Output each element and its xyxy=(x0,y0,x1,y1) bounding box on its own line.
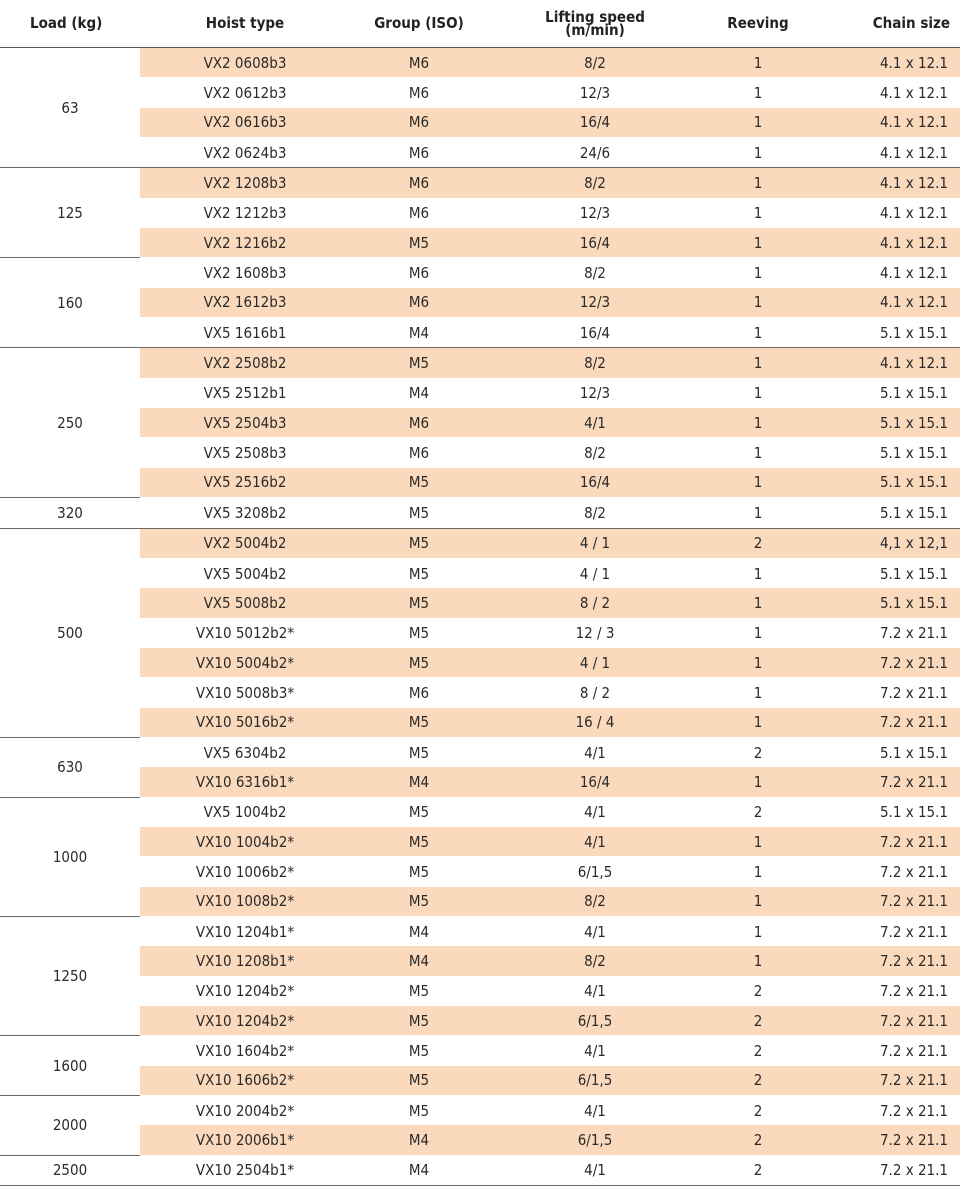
reeving-cell: 2 xyxy=(702,797,814,827)
chain-size-cell: 5.1 x 15.1 xyxy=(814,408,960,438)
chain-size-cell: 5.1 x 15.1 xyxy=(814,558,960,588)
group-iso-cell: M5 xyxy=(350,887,488,917)
reeving-cell: 1 xyxy=(702,468,814,498)
lifting-speed-cell: 8/2 xyxy=(488,946,702,976)
load-cell: 1250 xyxy=(0,916,140,1035)
table-header xyxy=(0,0,960,48)
reeving-cell: 1 xyxy=(702,857,814,887)
reeving-cell: 1 xyxy=(702,138,814,168)
group-iso-cell: M5 xyxy=(350,528,488,558)
group-iso-cell: M6 xyxy=(350,678,488,708)
lifting-speed-cell: 6/1,5 xyxy=(488,1006,702,1036)
lifting-speed-cell: 4/1 xyxy=(488,737,702,767)
hoist-type-cell: VX2 0616b3 xyxy=(140,108,350,138)
hoist-type-cell: VX10 1204b2* xyxy=(140,1006,350,1036)
group-iso-cell: M5 xyxy=(350,976,488,1006)
chain-size-cell: 4.1 x 12.1 xyxy=(814,168,960,198)
chain-size-cell: 7.2 x 21.1 xyxy=(814,887,960,917)
reeving-cell: 1 xyxy=(702,558,814,588)
table-row xyxy=(0,857,960,887)
table-row xyxy=(0,498,960,528)
hoist-type-cell: VX10 1204b1* xyxy=(140,916,350,946)
chain-size-cell: 4.1 x 12.1 xyxy=(814,108,960,138)
table-row xyxy=(0,887,960,917)
chain-size-cell: 7.2 x 21.1 xyxy=(814,678,960,708)
load-cell: 500 xyxy=(0,528,140,737)
table-body xyxy=(0,48,960,1186)
chain-size-cell: 4.1 x 12.1 xyxy=(814,138,960,168)
hoist-type-cell: VX2 1216b2 xyxy=(140,228,350,258)
hoist-type-cell: VX10 5012b2* xyxy=(140,618,350,648)
reeving-cell: 1 xyxy=(702,78,814,108)
lifting-speed-cell: 4/1 xyxy=(488,827,702,857)
table-row xyxy=(0,528,960,558)
reeving-cell: 1 xyxy=(702,618,814,648)
reeving-cell: 1 xyxy=(702,916,814,946)
load-cell: 160 xyxy=(0,258,140,348)
hoist-type-cell: VX5 2516b2 xyxy=(140,468,350,498)
reeving-cell: 1 xyxy=(702,678,814,708)
group-iso-cell: M4 xyxy=(350,916,488,946)
hoist-type-cell: VX10 1604b2* xyxy=(140,1036,350,1066)
chain-size-cell: 4.1 x 12.1 xyxy=(814,228,960,258)
hoist-type-cell: VX10 1606b2* xyxy=(140,1066,350,1096)
group-iso-cell: M6 xyxy=(350,48,488,78)
lifting-speed-cell: 8 / 2 xyxy=(488,588,702,618)
reeving-cell: 1 xyxy=(702,588,814,618)
lifting-speed-cell: 4 / 1 xyxy=(488,558,702,588)
reeving-cell: 2 xyxy=(702,1096,814,1126)
hoist-type-cell: VX5 2512b1 xyxy=(140,378,350,408)
lifting-speed-cell: 4/1 xyxy=(488,916,702,946)
group-iso-cell: M6 xyxy=(350,258,488,288)
header-load: Load (kg) xyxy=(0,0,140,48)
header-lifting-speed-line2: (m/min) xyxy=(565,20,625,39)
group-iso-cell: M5 xyxy=(350,558,488,588)
chain-size-cell: 7.2 x 21.1 xyxy=(814,648,960,678)
header-group-iso: Group (ISO) xyxy=(350,0,488,48)
table-row xyxy=(0,827,960,857)
group-iso-cell: M5 xyxy=(350,1036,488,1066)
group-iso-cell: M5 xyxy=(350,588,488,618)
lifting-speed-cell: 16/4 xyxy=(488,108,702,138)
chain-size-cell: 7.2 x 21.1 xyxy=(814,618,960,648)
reeving-cell: 1 xyxy=(702,827,814,857)
table-row xyxy=(0,228,960,258)
reeving-cell: 1 xyxy=(702,168,814,198)
chain-size-cell: 7.2 x 21.1 xyxy=(814,916,960,946)
reeving-cell: 1 xyxy=(702,258,814,288)
table-row xyxy=(0,48,960,78)
reeving-cell: 1 xyxy=(702,48,814,78)
lifting-speed-cell: 4 / 1 xyxy=(488,648,702,678)
load-cell: 250 xyxy=(0,348,140,498)
table-row xyxy=(0,797,960,827)
group-iso-cell: M5 xyxy=(350,1066,488,1096)
table-row xyxy=(0,737,960,767)
lifting-speed-cell: 4/1 xyxy=(488,1036,702,1066)
table-row xyxy=(0,198,960,228)
group-iso-cell: M5 xyxy=(350,498,488,528)
reeving-cell: 2 xyxy=(702,1036,814,1066)
reeving-cell: 1 xyxy=(702,408,814,438)
lifting-speed-cell: 6/1,5 xyxy=(488,857,702,887)
group-iso-cell: M5 xyxy=(350,468,488,498)
header-lifting-speed xyxy=(488,0,702,48)
group-iso-cell: M5 xyxy=(350,857,488,887)
group-iso-cell: M4 xyxy=(350,767,488,797)
hoist-type-cell: VX5 2508b3 xyxy=(140,438,350,468)
table-row xyxy=(0,916,960,946)
group-iso-cell: M5 xyxy=(350,348,488,378)
load-cell: 320 xyxy=(0,498,140,528)
hoist-type-cell: VX10 1208b1* xyxy=(140,946,350,976)
chain-size-cell: 4,1 x 12,1 xyxy=(814,528,960,558)
lifting-speed-cell: 16 / 4 xyxy=(488,708,702,738)
group-iso-cell: M6 xyxy=(350,408,488,438)
chain-size-cell: 5.1 x 15.1 xyxy=(814,797,960,827)
chain-size-cell: 5.1 x 15.1 xyxy=(814,588,960,618)
hoist-type-cell: VX10 5016b2* xyxy=(140,708,350,738)
table-row xyxy=(0,438,960,468)
lifting-speed-cell: 4 / 1 xyxy=(488,528,702,558)
lifting-speed-cell: 4/1 xyxy=(488,1155,702,1185)
hoist-type-cell: VX2 1212b3 xyxy=(140,198,350,228)
chain-size-cell: 5.1 x 15.1 xyxy=(814,318,960,348)
table-row xyxy=(0,138,960,168)
lifting-speed-cell: 12/3 xyxy=(488,198,702,228)
load-cell: 63 xyxy=(0,48,140,168)
table-row xyxy=(0,1036,960,1066)
group-iso-cell: M5 xyxy=(350,797,488,827)
table-row xyxy=(0,1125,960,1155)
group-iso-cell: M5 xyxy=(350,648,488,678)
reeving-cell: 1 xyxy=(702,887,814,917)
hoist-type-cell: VX10 2006b1* xyxy=(140,1125,350,1155)
hoist-type-cell: VX5 1616b1 xyxy=(140,318,350,348)
lifting-speed-cell: 8/2 xyxy=(488,258,702,288)
hoist-type-cell: VX10 2004b2* xyxy=(140,1096,350,1126)
hoist-type-cell: VX5 2504b3 xyxy=(140,408,350,438)
chain-size-cell: 5.1 x 15.1 xyxy=(814,468,960,498)
hoist-type-cell: VX2 0612b3 xyxy=(140,78,350,108)
hoist-type-cell: VX10 1204b2* xyxy=(140,976,350,1006)
hoist-type-cell: VX10 5008b3* xyxy=(140,678,350,708)
lifting-speed-cell: 8 / 2 xyxy=(488,678,702,708)
hoist-type-cell: VX2 5004b2 xyxy=(140,528,350,558)
table-row xyxy=(0,408,960,438)
table-row xyxy=(0,946,960,976)
reeving-cell: 1 xyxy=(702,767,814,797)
group-iso-cell: M5 xyxy=(350,737,488,767)
chain-size-cell: 4.1 x 12.1 xyxy=(814,48,960,78)
reeving-cell: 1 xyxy=(702,708,814,738)
group-iso-cell: M4 xyxy=(350,318,488,348)
group-iso-cell: M5 xyxy=(350,618,488,648)
reeving-cell: 1 xyxy=(702,498,814,528)
reeving-cell: 1 xyxy=(702,228,814,258)
group-iso-cell: M4 xyxy=(350,946,488,976)
group-iso-cell: M5 xyxy=(350,1006,488,1036)
table-row xyxy=(0,1066,960,1096)
lifting-speed-cell: 8/2 xyxy=(488,498,702,528)
hoist-type-cell: VX2 1608b3 xyxy=(140,258,350,288)
chain-size-cell: 5.1 x 15.1 xyxy=(814,498,960,528)
table-row xyxy=(0,348,960,378)
lifting-speed-cell: 8/2 xyxy=(488,168,702,198)
table-row xyxy=(0,648,960,678)
chain-size-cell: 5.1 x 15.1 xyxy=(814,737,960,767)
lifting-speed-cell: 8/2 xyxy=(488,348,702,378)
header-hoist-type: Hoist type xyxy=(140,0,350,48)
reeving-cell: 1 xyxy=(702,108,814,138)
lifting-speed-cell: 8/2 xyxy=(488,48,702,78)
chain-size-cell: 7.2 x 21.1 xyxy=(814,1036,960,1066)
reeving-cell: 2 xyxy=(702,528,814,558)
group-iso-cell: M5 xyxy=(350,708,488,738)
chain-size-cell: 7.2 x 21.1 xyxy=(814,767,960,797)
chain-size-cell: 7.2 x 21.1 xyxy=(814,1096,960,1126)
reeving-cell: 2 xyxy=(702,1125,814,1155)
chain-size-cell: 5.1 x 15.1 xyxy=(814,378,960,408)
lifting-speed-cell: 4/1 xyxy=(488,976,702,1006)
group-iso-cell: M5 xyxy=(350,827,488,857)
chain-size-cell: 7.2 x 21.1 xyxy=(814,708,960,738)
hoist-type-cell: VX5 5008b2 xyxy=(140,588,350,618)
hoist-type-cell: VX10 2504b1* xyxy=(140,1155,350,1185)
reeving-cell: 1 xyxy=(702,198,814,228)
lifting-speed-cell: 4/1 xyxy=(488,797,702,827)
reeving-cell: 2 xyxy=(702,737,814,767)
header-reeving: Reeving xyxy=(702,0,814,48)
hoist-type-cell: VX10 6316b1* xyxy=(140,767,350,797)
reeving-cell: 2 xyxy=(702,976,814,1006)
hoist-type-cell: VX5 5004b2 xyxy=(140,558,350,588)
reeving-cell: 1 xyxy=(702,946,814,976)
group-iso-cell: M4 xyxy=(350,1155,488,1185)
hoist-type-cell: VX5 1004b2 xyxy=(140,797,350,827)
hoist-type-cell: VX10 1004b2* xyxy=(140,827,350,857)
load-cell: 2000 xyxy=(0,1096,140,1156)
hoist-type-cell: VX10 1006b2* xyxy=(140,857,350,887)
lifting-speed-cell: 8/2 xyxy=(488,887,702,917)
group-iso-cell: M6 xyxy=(350,78,488,108)
chain-size-cell: 7.2 x 21.1 xyxy=(814,1066,960,1096)
chain-size-cell: 7.2 x 21.1 xyxy=(814,827,960,857)
table-row xyxy=(0,618,960,648)
header-lifting-speed-line1: Lifting speed xyxy=(545,7,645,26)
lifting-speed-cell: 24/6 xyxy=(488,138,702,168)
lifting-speed-cell: 16/4 xyxy=(488,228,702,258)
table-row xyxy=(0,258,960,288)
load-cell: 2500 xyxy=(0,1155,140,1185)
chain-size-cell: 7.2 x 21.1 xyxy=(814,976,960,1006)
table-row xyxy=(0,1155,960,1185)
table-row xyxy=(0,558,960,588)
table-row xyxy=(0,288,960,318)
lifting-speed-cell: 12/3 xyxy=(488,78,702,108)
group-iso-cell: M4 xyxy=(350,378,488,408)
reeving-cell: 1 xyxy=(702,438,814,468)
chain-size-cell: 4.1 x 12.1 xyxy=(814,348,960,378)
hoist-type-cell: VX2 2508b2 xyxy=(140,348,350,378)
table-row xyxy=(0,318,960,348)
table-row xyxy=(0,588,960,618)
chain-size-cell: 4.1 x 12.1 xyxy=(814,78,960,108)
chain-size-cell: 7.2 x 21.1 xyxy=(814,1155,960,1185)
reeving-cell: 1 xyxy=(702,648,814,678)
chain-size-cell: 7.2 x 21.1 xyxy=(814,857,960,887)
table-row xyxy=(0,468,960,498)
lifting-speed-cell: 8/2 xyxy=(488,438,702,468)
group-iso-cell: M6 xyxy=(350,438,488,468)
chain-size-cell: 5.1 x 15.1 xyxy=(814,438,960,468)
lifting-speed-cell: 16/4 xyxy=(488,318,702,348)
lifting-speed-cell: 4/1 xyxy=(488,408,702,438)
table-row xyxy=(0,678,960,708)
reeving-cell: 1 xyxy=(702,378,814,408)
group-iso-cell: M6 xyxy=(350,168,488,198)
lifting-speed-cell: 6/1,5 xyxy=(488,1066,702,1096)
reeving-cell: 2 xyxy=(702,1006,814,1036)
table-row xyxy=(0,708,960,738)
hoist-type-cell: VX2 0608b3 xyxy=(140,48,350,78)
table-row xyxy=(0,78,960,108)
hoist-type-cell: VX5 3208b2 xyxy=(140,498,350,528)
header-chain-size: Chain size xyxy=(814,0,960,48)
table-row xyxy=(0,108,960,138)
chain-size-cell: 7.2 x 21.1 xyxy=(814,1125,960,1155)
reeving-cell: 1 xyxy=(702,288,814,318)
table-row xyxy=(0,1006,960,1036)
hoist-type-cell: VX10 5004b2* xyxy=(140,648,350,678)
lifting-speed-cell: 4/1 xyxy=(488,1096,702,1126)
table-row xyxy=(0,767,960,797)
table-row xyxy=(0,1096,960,1126)
load-cell: 125 xyxy=(0,168,140,258)
hoist-type-cell: VX5 6304b2 xyxy=(140,737,350,767)
lifting-speed-cell: 12/3 xyxy=(488,378,702,408)
lifting-speed-cell: 16/4 xyxy=(488,468,702,498)
table-row xyxy=(0,378,960,408)
group-iso-cell: M6 xyxy=(350,138,488,168)
reeving-cell: 1 xyxy=(702,348,814,378)
reeving-cell: 2 xyxy=(702,1155,814,1185)
group-iso-cell: M4 xyxy=(350,1125,488,1155)
table-row xyxy=(0,976,960,1006)
load-cell: 1000 xyxy=(0,797,140,916)
hoist-type-cell: VX10 1008b2* xyxy=(140,887,350,917)
table-row xyxy=(0,168,960,198)
lifting-speed-cell: 16/4 xyxy=(488,767,702,797)
group-iso-cell: M5 xyxy=(350,1096,488,1126)
reeving-cell: 1 xyxy=(702,318,814,348)
chain-size-cell: 4.1 x 12.1 xyxy=(814,258,960,288)
lifting-speed-cell: 6/1,5 xyxy=(488,1125,702,1155)
hoist-type-cell: VX2 1208b3 xyxy=(140,168,350,198)
load-cell: 630 xyxy=(0,737,140,797)
hoist-type-cell: VX2 1612b3 xyxy=(140,288,350,318)
chain-size-cell: 4.1 x 12.1 xyxy=(814,288,960,318)
reeving-cell: 2 xyxy=(702,1066,814,1096)
group-iso-cell: M6 xyxy=(350,108,488,138)
hoist-type-cell: VX2 0624b3 xyxy=(140,138,350,168)
chain-size-cell: 4.1 x 12.1 xyxy=(814,198,960,228)
group-iso-cell: M6 xyxy=(350,198,488,228)
group-iso-cell: M6 xyxy=(350,288,488,318)
chain-size-cell: 7.2 x 21.1 xyxy=(814,946,960,976)
lifting-speed-cell: 12/3 xyxy=(488,288,702,318)
load-cell: 1600 xyxy=(0,1036,140,1096)
lifting-speed-cell: 12 / 3 xyxy=(488,618,702,648)
group-iso-cell: M5 xyxy=(350,228,488,258)
chain-size-cell: 7.2 x 21.1 xyxy=(814,1006,960,1036)
